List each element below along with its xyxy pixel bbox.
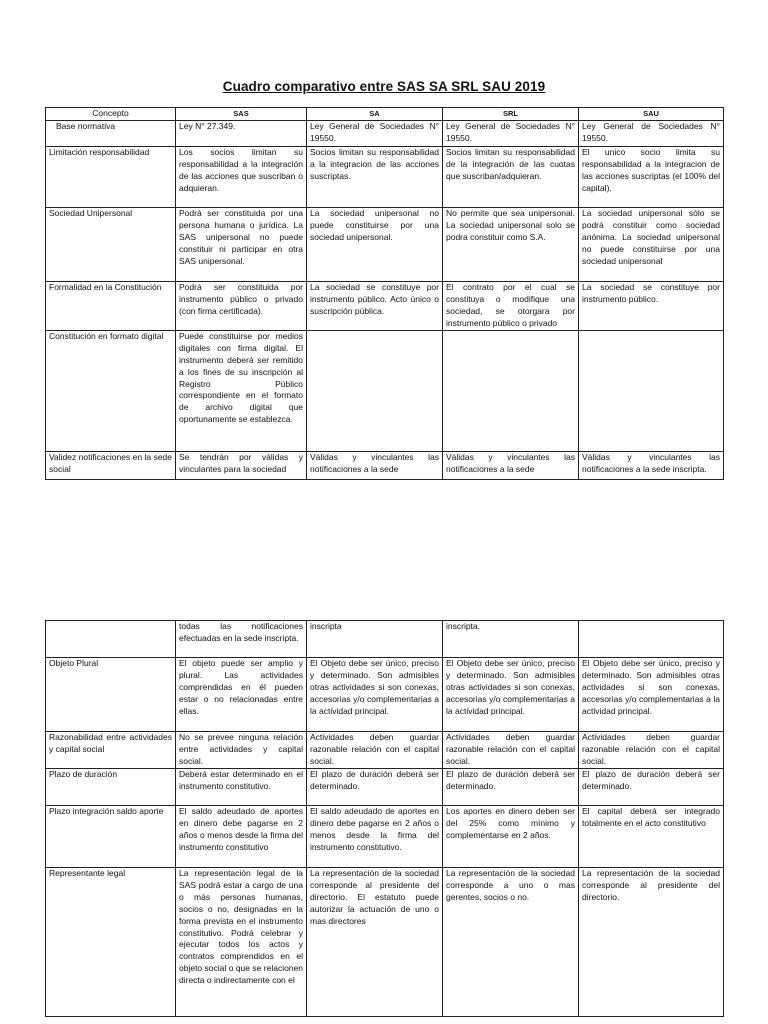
sas-cell: La representación legal de la SAS podrá estar a cargo de una o más personas humanas, socios o no, designadas en la forma prevista en el instrumento constitutivo. Podrá celebrar y ejecutar todos los actos y contratos comprendidos en el objeto social o que se relacionen directa o indirectamente con el xyxy=(176,868,307,1017)
sas-cell: Los socios limitan su responsabilidad a la integración de las acciones que suscriban o adquieran. xyxy=(176,146,307,207)
concept-cell: Objeto Plural xyxy=(46,658,176,732)
sau-cell: El unico socio limita su responsabilidad a la integracion de las acciones suscriptas (el 100% del capital). xyxy=(579,146,724,207)
sas-cell: Podrá ser constituida por una persona humana o jurídica. La SAS unipersonal no puede constituir ni participar en otra SAS unipersonal. xyxy=(176,207,307,281)
row-objeto-plural xyxy=(46,658,724,732)
srl-cell: El contrato por el cual se constituya o modifique una sociedad, se otorgara por instrumento público o privado xyxy=(443,281,579,330)
sau-cell: Válidas y vinculantes las notificaciones a la sede inscripta. xyxy=(579,451,724,479)
concept-cell: Formalidad en la Constitución xyxy=(46,281,176,330)
srl-cell: El Objeto debe ser único, preciso y determinado. Son admisibles otras actividades si son conexas, accesorias y/o complementarias a la actividad principal. xyxy=(443,658,579,732)
sas-cell: todas las notificaciones efectuadas en la sede inscripta. xyxy=(176,621,307,658)
srl-cell: No permite que sea unipersonal. La sociedad unipersonal solo se podra constituir como S.A. xyxy=(443,207,579,281)
srl-cell: Ley General de Sociedades N° 19550. xyxy=(443,120,579,146)
sas-cell: Podrá ser constituida por instrumento público o privado (con firma certificada). xyxy=(176,281,307,330)
srl-cell: Los aportes en dinero deben ser del 25% como mínimo y complementarse en 2 años. xyxy=(443,806,579,868)
concept-cell: Plazo de duración xyxy=(46,769,176,806)
concept-cell: Plazo integración saldo aporte xyxy=(46,806,176,868)
sas-cell: Deberá estar determinado en el instrumento constitutivo. xyxy=(176,769,307,806)
concept-cell: Razonabilidad entre actividades y capital social xyxy=(46,732,176,769)
row-notificaciones-continuacion xyxy=(46,621,724,658)
srl-cell: El plazo de duración deberá ser determinado. xyxy=(443,769,579,806)
sa-cell: La representación de la sociedad corresponde al presidente del directorio. El estatuto puede autorizar la actuación de uno o mas directores xyxy=(307,868,443,1017)
comparison-table-part-2 xyxy=(45,620,724,1017)
row-sociedad-unipersonal xyxy=(46,207,724,281)
sa-cell: El plazo de duración deberá ser determinado. xyxy=(307,769,443,806)
srl-cell: inscripta. xyxy=(443,621,579,658)
sau-cell: Actividades deben guardar razonable relación con el capital social. xyxy=(579,732,724,769)
concept-cell: Sociedad Unipersonal xyxy=(46,207,176,281)
sa-cell: Actividades deben guardar razonable relación con el capital social. xyxy=(307,732,443,769)
row-limitacion-responsabilidad xyxy=(46,146,724,207)
row-plazo-integracion xyxy=(46,806,724,868)
concept-cell: Constitución en formato digital xyxy=(46,330,176,451)
concept-cell xyxy=(46,621,176,658)
sa-cell: La sociedad unipersonal no puede constituirse por una sociedad unipersonal. xyxy=(307,207,443,281)
sa-cell xyxy=(307,330,443,451)
concept-cell: Validez notificaciones en la sede social xyxy=(46,451,176,479)
header-concepto: Concepto xyxy=(46,108,176,121)
srl-cell: Actividades deben guardar razonable relación con el capital social. xyxy=(443,732,579,769)
header-sa: SA xyxy=(307,108,443,121)
sau-cell: La sociedad se constituye por instrumento público. xyxy=(579,281,724,330)
concept-cell: Representante legal xyxy=(46,868,176,1017)
row-constitucion-formato-digital xyxy=(46,330,724,451)
sas-cell: Ley N° 27.349. xyxy=(176,120,307,146)
row-validez-notificaciones xyxy=(46,451,724,479)
sau-cell: El plazo de duración deberá ser determinado. xyxy=(579,769,724,806)
sau-cell xyxy=(579,621,724,658)
sas-cell: Se tendrán por válidas y vinculantes para la sociedad xyxy=(176,451,307,479)
sa-cell: inscripta xyxy=(307,621,443,658)
srl-cell xyxy=(443,330,579,451)
srl-cell: Válidas y vinculantes las notificaciones a la sede xyxy=(443,451,579,479)
srl-cell: Socios limitan su responsabilidad de la integración de las cuotas que suscriban/adquieran. xyxy=(443,146,579,207)
comparison-table-part-1 xyxy=(45,107,724,480)
sa-cell: Ley General de Sociedades N° 19550. xyxy=(307,120,443,146)
header-sas: SAS xyxy=(176,108,307,121)
concept-cell: Limitación responsabilidad xyxy=(46,146,176,207)
sa-cell: El Objeto debe ser único, preciso y determinado. Son admisibles otras actividades si son conexas, accesorias y/o complementarias a la actividad principal. xyxy=(307,658,443,732)
concept-cell: Base normativa xyxy=(46,120,176,146)
sa-cell: Válidas y vinculantes las notificaciones a la sede xyxy=(307,451,443,479)
header-sau: SAU xyxy=(579,108,724,121)
sas-cell: No se prevee ninguna relación entre actividades y capital social. xyxy=(176,732,307,769)
sau-cell: La representación de la sociedad corresponde al presidente del directorio. xyxy=(579,868,724,1017)
row-formalidad-constitucion xyxy=(46,281,724,330)
sas-cell: El saldo adeudado de aportes en dinero debe pagarse en 2 años o menos desde la firma del instrumento constitutivo xyxy=(176,806,307,868)
sau-cell: La sociedad unipersonal sólo se podrá constituir como sociedad anónima. La sociedad unipersonal no puede constituirse por una sociedad unipersonal xyxy=(579,207,724,281)
document-title: Cuadro comparativo entre SAS SA SRL SAU 2019 xyxy=(222,79,546,94)
sau-cell: El capital deberá ser integrado totalmente en el acto constitutivo xyxy=(579,806,724,868)
sa-cell: El saldo adeudado de aportes en dinero debe pagarse en 2 años o menos desde la firma del instrumento constitutivo. xyxy=(307,806,443,868)
sau-cell xyxy=(579,330,724,451)
sau-cell: El Objeto debe ser único, preciso y determinado. Son admisibles otras actividades si son conexas, accesorias y/o complementarias a la actividad principal. xyxy=(579,658,724,732)
row-razonabilidad xyxy=(46,732,724,769)
srl-cell: La representación de la sociedad corresponde a uno o mas gerentes, socios o no. xyxy=(443,868,579,1017)
sas-cell: El objeto puede ser amplio y plural. Las actividades comprendidas en él pueden estar o no relacionadas entre ellas. xyxy=(176,658,307,732)
sas-cell: Puede constituirse por medios digitales con firma digital. El instrumento deberá ser remitido a los fines de su inscripción al Registro Público correspondiente en el formato de archivo digital que oportunamente se establezca. xyxy=(176,330,307,451)
row-representante-legal xyxy=(46,868,724,1017)
sa-cell: La sociedad se constituye por instrumento público. Acto único o suscripción pública. xyxy=(307,281,443,330)
sa-cell: Socios limitan su responsabilidad a la integracion de las acciones suscriptas. xyxy=(307,146,443,207)
sau-cell: Ley General de Sociedades N° 19550. xyxy=(579,120,724,146)
row-base-normativa xyxy=(46,120,724,146)
row-plazo-duracion xyxy=(46,769,724,806)
header-srl: SRL xyxy=(443,108,579,121)
